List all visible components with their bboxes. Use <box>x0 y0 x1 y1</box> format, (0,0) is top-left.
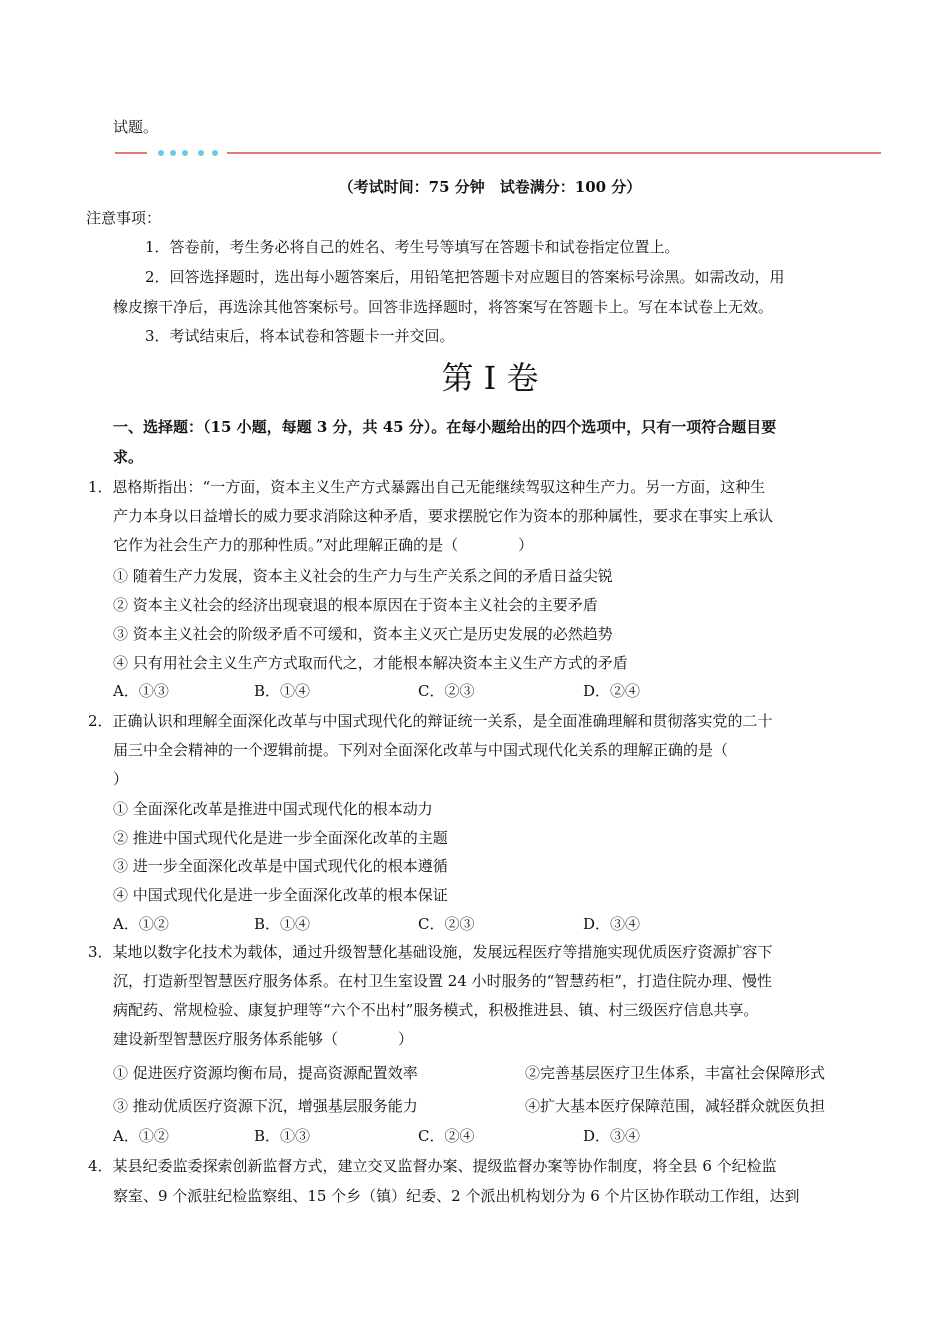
notice-item-2-line-1: 2．回答选择题时，选出每小题答案后，用铅笔把答题卡对应题目的答案标号涂黑。如需改动，用 <box>145 268 785 286</box>
notice-title: 注意事项： <box>86 209 162 227</box>
question-1-option-b: B．①④ <box>254 682 311 700</box>
question-1-statement-1: ① 随着生产力发展，资本主义社会的生产力与生产关系之间的矛盾日益尖锐 <box>113 567 613 585</box>
question-3-line-2: 沉，打造新型智慧医疗服务体系。在村卫生室设置 24 小时服务的“智慧药柜”，打造住院办理、慢性 <box>113 972 772 990</box>
question-2-statement-2: ② 推进中国式现代化是进一步全面深化改革的主题 <box>113 829 448 847</box>
question-3-line-3: 病配药、常规检验、康复护理等“六个不出村”服务模式，积极推进县、镇、村三级医疗信息共享。 <box>113 1001 759 1019</box>
question-2-statement-4: ④ 中国式现代化是进一步全面深化改革的根本保证 <box>113 886 448 904</box>
question-2-statement-1: ① 全面深化改革是推进中国式现代化的根本动力 <box>113 800 433 818</box>
question-2-line-2: 届三中全会精神的一个逻辑前提。下列对全面深化改革与中国式现代化关系的理解正确的是（ <box>113 741 729 759</box>
question-1-statement-3: ③ 资本主义社会的阶级矛盾不可缓和，资本主义灭亡是历史发展的必然趋势 <box>113 625 613 643</box>
question-1-option-a: A．①③ <box>113 682 169 700</box>
question-3-option-c: C．②④ <box>418 1127 475 1145</box>
section-heading-line-1: 一、选择题：（15 小题，每题 3 分，共 45 分）。在每小题给出的四个选项中，只有一项符合题目要 <box>113 418 777 436</box>
question-2-option-d: D．③④ <box>583 915 641 933</box>
question-1-line-3: 它作为社会生产力的那种性质。”对此理解正确的是（ ） <box>113 536 534 554</box>
question-1-option-d: D．②④ <box>583 682 641 700</box>
question-2-line-1: 2．正确认识和理解全面深化改革与中国式现代化的辩证统一关系，是全面准确理解和贯彻落实党的二十 <box>88 712 773 730</box>
question-2-option-a: A．①② <box>113 915 169 933</box>
question-1-statement-4: ④ 只有用社会主义生产方式取而代之，才能根本解决资本主义生产方式的矛盾 <box>113 654 628 672</box>
notice-item-3: 3．考试结束后，将本试卷和答题卡一并交回。 <box>145 327 455 345</box>
question-1-option-c: C．②③ <box>418 682 475 700</box>
question-2-line-3: ） <box>113 770 129 788</box>
question-3-option-a: A．①② <box>113 1127 169 1145</box>
question-3-statement-2: ②完善基层医疗卫生体系，丰富社会保障形式 <box>525 1064 826 1082</box>
notice-item-1: 1．答卷前，考生务必将自己的姓名、考生号等填写在答题卡和试卷指定位置上。 <box>145 238 680 256</box>
question-1-line-1: 1．恩格斯指出：“一方面，资本主义生产方式暴露出自己无能继续驾驭这种生产力。另一方面，这种生 <box>88 478 766 496</box>
notice-item-2-line-2: 橡皮擦干净后，再选涂其他答案标号。回答非选择题时，将答案写在答题卡上。写在本试卷上无效。 <box>113 298 774 316</box>
volume-title: 第 I 卷 <box>441 359 539 397</box>
question-3-line-4: 建设新型智慧医疗服务体系能够（ ） <box>113 1030 414 1048</box>
section-heading-line-2: 求。 <box>113 448 144 466</box>
question-4-line-2: 察室、9 个派驻纪检监察组、15 个乡（镇）纪委、2 个派出机构划分为 6 个片区协作联动工作组，达到 <box>113 1187 800 1205</box>
question-2-option-b: B．①④ <box>254 915 311 933</box>
question-3-statement-4: ④扩大基本医疗保障范围，减轻群众就医负担 <box>525 1097 826 1115</box>
question-2-option-c: C．②③ <box>418 915 475 933</box>
question-3-statement-3: ③ 推动优质医疗资源下沉，增强基层服务能力 <box>113 1097 418 1115</box>
header-fragment: 试题。 <box>113 118 159 136</box>
question-3-option-b: B．①③ <box>254 1127 311 1145</box>
question-3-option-d: D．③④ <box>583 1127 641 1145</box>
exam-info: （考试时间：75 分钟 试卷满分：100 分） <box>338 178 642 196</box>
question-3-line-1: 3．某地以数字化技术为载体，通过升级智慧化基础设施，发展远程医疗等措施实现优质医疗资源扩容下 <box>88 943 773 961</box>
question-2-statement-3: ③ 进一步全面深化改革是中国式现代化的根本遵循 <box>113 857 448 875</box>
question-4-line-1: 4．某县纪委监委探索创新监督方式，建立交叉监督办案、提级监督办案等协作制度，将全县 6 个纪检监 <box>88 1157 777 1175</box>
question-1-statement-2: ② 资本主义社会的经济出现衰退的根本原因在于资本主义社会的主要矛盾 <box>113 596 598 614</box>
question-3-statement-1: ① 促进医疗资源均衡布局，提高资源配置效率 <box>113 1064 418 1082</box>
question-1-line-2: 产力本身以日益增长的威力要求消除这种矛盾，要求摆脱它作为资本的那种属性，要求在事实上承认 <box>113 507 774 525</box>
